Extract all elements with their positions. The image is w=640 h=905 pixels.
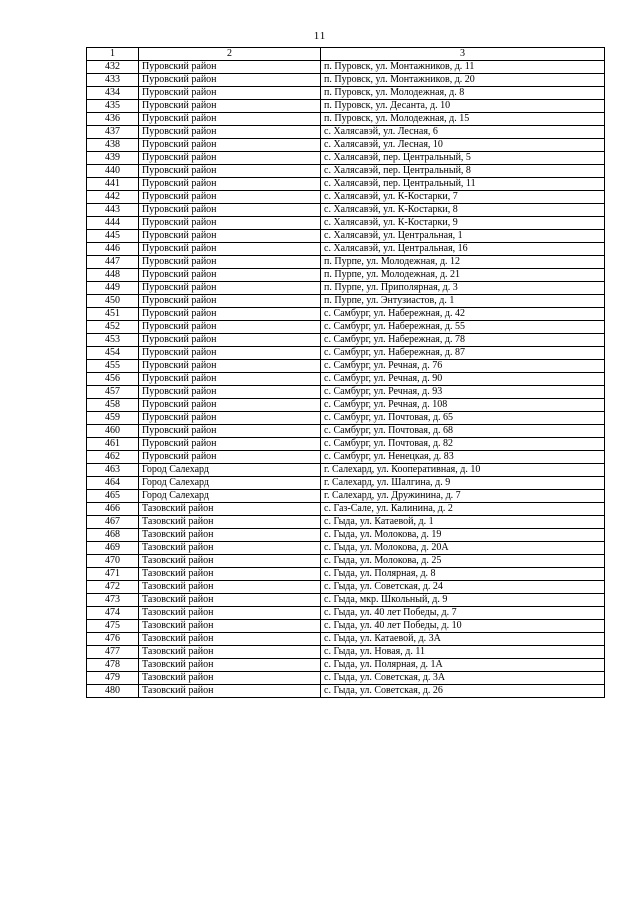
address-text: с. Гыда, ул. Молокова, д. 20А (321, 542, 605, 555)
row-number: 443 (87, 204, 139, 217)
table-body (87, 61, 605, 698)
district-name: Тазовский район (139, 594, 321, 607)
address-text: с. Халясавэй, ул. К-Костарки, 7 (321, 191, 605, 204)
address-text: с. Халясавэй, ул. К-Костарки, 8 (321, 204, 605, 217)
district-name: Пуровский район (139, 269, 321, 282)
address-text: с. Гыда, ул. Новая, д. 11 (321, 646, 605, 659)
district-name: Пуровский район (139, 191, 321, 204)
row-number: 453 (87, 334, 139, 347)
district-name: Пуровский район (139, 230, 321, 243)
row-number: 473 (87, 594, 139, 607)
district-name: Пуровский район (139, 386, 321, 399)
table-row (87, 542, 605, 555)
table-row (87, 373, 605, 386)
address-text: с. Гыда, мкр. Школьный, д. 9 (321, 594, 605, 607)
address-text: п. Пурпе, ул. Молодежная, д. 21 (321, 269, 605, 282)
district-name: Пуровский район (139, 113, 321, 126)
address-text: с. Самбург, ул. Речная, д. 76 (321, 360, 605, 373)
address-text: с. Халясавэй, пер. Центральный, 11 (321, 178, 605, 191)
table-row (87, 178, 605, 191)
district-name: Город Салехард (139, 490, 321, 503)
row-number: 452 (87, 321, 139, 334)
row-number: 474 (87, 607, 139, 620)
address-text: п. Пуровск, ул. Молодежная, д. 15 (321, 113, 605, 126)
table-row (87, 334, 605, 347)
district-name: Пуровский район (139, 256, 321, 269)
address-text: п. Пурпе, ул. Приполярная, д. 3 (321, 282, 605, 295)
row-number: 441 (87, 178, 139, 191)
row-number: 436 (87, 113, 139, 126)
table-row (87, 672, 605, 685)
district-name: Пуровский район (139, 74, 321, 87)
row-number: 472 (87, 581, 139, 594)
table-row (87, 607, 605, 620)
address-text: г. Салехард, ул. Кооперативная, д. 10 (321, 464, 605, 477)
table-row (87, 100, 605, 113)
row-number: 471 (87, 568, 139, 581)
table-row (87, 113, 605, 126)
row-number: 462 (87, 451, 139, 464)
address-text: с. Гыда, ул. Катаевой, д. 1 (321, 516, 605, 529)
address-text: г. Салехард, ул. Дружинина, д. 7 (321, 490, 605, 503)
table-row (87, 464, 605, 477)
district-name: Тазовский район (139, 568, 321, 581)
table-row (87, 568, 605, 581)
table-row (87, 503, 605, 516)
table-row (87, 438, 605, 451)
row-number: 445 (87, 230, 139, 243)
row-number: 437 (87, 126, 139, 139)
row-number: 461 (87, 438, 139, 451)
table-row (87, 152, 605, 165)
district-name: Тазовский район (139, 685, 321, 698)
table-row (87, 451, 605, 464)
table-row (87, 529, 605, 542)
district-name: Пуровский район (139, 139, 321, 152)
district-name: Тазовский район (139, 659, 321, 672)
table-row (87, 87, 605, 100)
row-number: 478 (87, 659, 139, 672)
address-text: г. Салехард, ул. Шалгина, д. 9 (321, 477, 605, 490)
district-name: Пуровский район (139, 347, 321, 360)
row-number: 480 (87, 685, 139, 698)
address-text: п. Пурпе, ул. Молодежная, д. 12 (321, 256, 605, 269)
table-row (87, 217, 605, 230)
address-text: с. Самбург, ул. Набережная, д. 42 (321, 308, 605, 321)
row-number: 457 (87, 386, 139, 399)
district-name: Пуровский район (139, 87, 321, 100)
district-name: Тазовский район (139, 620, 321, 633)
row-number: 468 (87, 529, 139, 542)
table-row (87, 165, 605, 178)
table-row (87, 360, 605, 373)
table-header-row (87, 48, 605, 61)
address-text: с. Гыда, ул. Молокова, д. 25 (321, 555, 605, 568)
address-text: с. Гыда, ул. Молокова, д. 19 (321, 529, 605, 542)
district-name: Пуровский район (139, 373, 321, 386)
table-row (87, 308, 605, 321)
table-row (87, 620, 605, 633)
page-number: 11 (313, 30, 327, 42)
table-row (87, 269, 605, 282)
row-number: 460 (87, 425, 139, 438)
district-name: Тазовский район (139, 581, 321, 594)
table-row (87, 399, 605, 412)
district-name: Пуровский район (139, 243, 321, 256)
row-number: 466 (87, 503, 139, 516)
column-header-number: 1 (87, 48, 139, 61)
district-name: Пуровский район (139, 308, 321, 321)
address-text: с. Самбург, ул. Речная, д. 90 (321, 373, 605, 386)
table-row (87, 386, 605, 399)
district-name: Тазовский район (139, 555, 321, 568)
row-number: 434 (87, 87, 139, 100)
table-row (87, 204, 605, 217)
table-row (87, 295, 605, 308)
row-number: 476 (87, 633, 139, 646)
row-number: 447 (87, 256, 139, 269)
district-name: Тазовский район (139, 516, 321, 529)
district-name: Город Салехард (139, 464, 321, 477)
row-number: 444 (87, 217, 139, 230)
row-number: 442 (87, 191, 139, 204)
table-row (87, 685, 605, 698)
table-row (87, 126, 605, 139)
district-name: Пуровский район (139, 204, 321, 217)
address-text: с. Халясавэй, пер. Центральный, 8 (321, 165, 605, 178)
table-row (87, 555, 605, 568)
address-text: п. Пуровск, ул. Монтажников, д. 20 (321, 74, 605, 87)
table-row (87, 516, 605, 529)
row-number: 479 (87, 672, 139, 685)
table-row (87, 646, 605, 659)
row-number: 432 (87, 61, 139, 74)
row-number: 464 (87, 477, 139, 490)
address-text: с. Самбург, ул. Ненецкая, д. 83 (321, 451, 605, 464)
district-name: Пуровский район (139, 451, 321, 464)
row-number: 465 (87, 490, 139, 503)
district-name: Пуровский район (139, 412, 321, 425)
district-name: Пуровский район (139, 399, 321, 412)
district-name: Пуровский район (139, 178, 321, 191)
table-row (87, 581, 605, 594)
row-number: 433 (87, 74, 139, 87)
row-number: 469 (87, 542, 139, 555)
table-row (87, 139, 605, 152)
table-row (87, 633, 605, 646)
table-row (87, 282, 605, 295)
table-row (87, 256, 605, 269)
row-number: 439 (87, 152, 139, 165)
row-number: 459 (87, 412, 139, 425)
table-row (87, 321, 605, 334)
address-text: с. Халясавэй, ул. К-Костарки, 9 (321, 217, 605, 230)
table-row (87, 230, 605, 243)
address-text: п. Пуровск, ул. Монтажников, д. 11 (321, 61, 605, 74)
address-text: с. Самбург, ул. Почтовая, д. 82 (321, 438, 605, 451)
district-name: Пуровский район (139, 217, 321, 230)
row-number: 458 (87, 399, 139, 412)
district-name: Пуровский район (139, 295, 321, 308)
row-number: 475 (87, 620, 139, 633)
district-name: Пуровский район (139, 165, 321, 178)
district-name: Пуровский район (139, 126, 321, 139)
district-name: Тазовский район (139, 542, 321, 555)
address-text: с. Халясавэй, ул. Центральная, 1 (321, 230, 605, 243)
row-number: 451 (87, 308, 139, 321)
row-number: 477 (87, 646, 139, 659)
address-text: с. Халясавэй, ул. Центральная, 16 (321, 243, 605, 256)
table-row (87, 594, 605, 607)
row-number: 446 (87, 243, 139, 256)
address-text: с. Самбург, ул. Набережная, д. 78 (321, 334, 605, 347)
district-name: Пуровский район (139, 152, 321, 165)
district-name: Тазовский район (139, 607, 321, 620)
district-name: Пуровский район (139, 438, 321, 451)
row-number: 450 (87, 295, 139, 308)
district-name: Пуровский район (139, 360, 321, 373)
table-row (87, 61, 605, 74)
table-row (87, 490, 605, 503)
district-name: Город Салехард (139, 477, 321, 490)
table-row (87, 243, 605, 256)
district-name: Пуровский район (139, 100, 321, 113)
address-text: с. Самбург, ул. Почтовая, д. 65 (321, 412, 605, 425)
row-number: 467 (87, 516, 139, 529)
district-name: Пуровский район (139, 321, 321, 334)
address-text: с. Гыда, ул. Советская, д. 26 (321, 685, 605, 698)
address-text: с. Гыда, ул. Полярная, д. 1А (321, 659, 605, 672)
address-text: с. Самбург, ул. Набережная, д. 55 (321, 321, 605, 334)
address-text: с. Самбург, ул. Речная, д. 108 (321, 399, 605, 412)
address-text: п. Пуровск, ул. Молодежная, д. 8 (321, 87, 605, 100)
row-number: 440 (87, 165, 139, 178)
address-text: с. Халясавэй, ул. Лесная, 10 (321, 139, 605, 152)
row-number: 435 (87, 100, 139, 113)
district-name: Тазовский район (139, 529, 321, 542)
table-row (87, 659, 605, 672)
district-name: Пуровский район (139, 425, 321, 438)
row-number: 448 (87, 269, 139, 282)
table-row (87, 74, 605, 87)
row-number: 438 (87, 139, 139, 152)
row-number: 470 (87, 555, 139, 568)
address-text: с. Самбург, ул. Набережная, д. 87 (321, 347, 605, 360)
address-text: с. Халясавэй, ул. Лесная, 6 (321, 126, 605, 139)
address-text: с. Гыда, ул. 40 лет Победы, д. 10 (321, 620, 605, 633)
address-text: п. Пуровск, ул. Десанта, д. 10 (321, 100, 605, 113)
district-name: Тазовский район (139, 633, 321, 646)
row-number: 455 (87, 360, 139, 373)
table-row (87, 191, 605, 204)
column-header-address: 3 (321, 48, 605, 61)
address-text: с. Гыда, ул. 40 лет Победы, д. 7 (321, 607, 605, 620)
address-text: с. Самбург, ул. Почтовая, д. 68 (321, 425, 605, 438)
district-name: Пуровский район (139, 282, 321, 295)
district-name: Тазовский район (139, 672, 321, 685)
address-text: с. Гыда, ул. Советская, д. 3А (321, 672, 605, 685)
table-row (87, 425, 605, 438)
district-name: Тазовский район (139, 503, 321, 516)
table-row (87, 347, 605, 360)
address-text: п. Пурпе, ул. Энтузиастов, д. 1 (321, 295, 605, 308)
address-text: с. Гыда, ул. Полярная, д. 8 (321, 568, 605, 581)
address-table (86, 47, 605, 698)
address-text: с. Халясавэй, пер. Центральный, 5 (321, 152, 605, 165)
district-name: Тазовский район (139, 646, 321, 659)
row-number: 454 (87, 347, 139, 360)
row-number: 463 (87, 464, 139, 477)
row-number: 456 (87, 373, 139, 386)
column-header-district: 2 (139, 48, 321, 61)
address-text: с. Самбург, ул. Речная, д. 93 (321, 386, 605, 399)
address-text: с. Гыда, ул. Советская, д. 24 (321, 581, 605, 594)
address-text: с. Гыда, ул. Катаевой, д. 3А (321, 633, 605, 646)
district-name: Пуровский район (139, 334, 321, 347)
address-text: с. Газ-Сале, ул. Калинина, д. 2 (321, 503, 605, 516)
table-row (87, 412, 605, 425)
table-row (87, 477, 605, 490)
row-number: 449 (87, 282, 139, 295)
district-name: Пуровский район (139, 61, 321, 74)
